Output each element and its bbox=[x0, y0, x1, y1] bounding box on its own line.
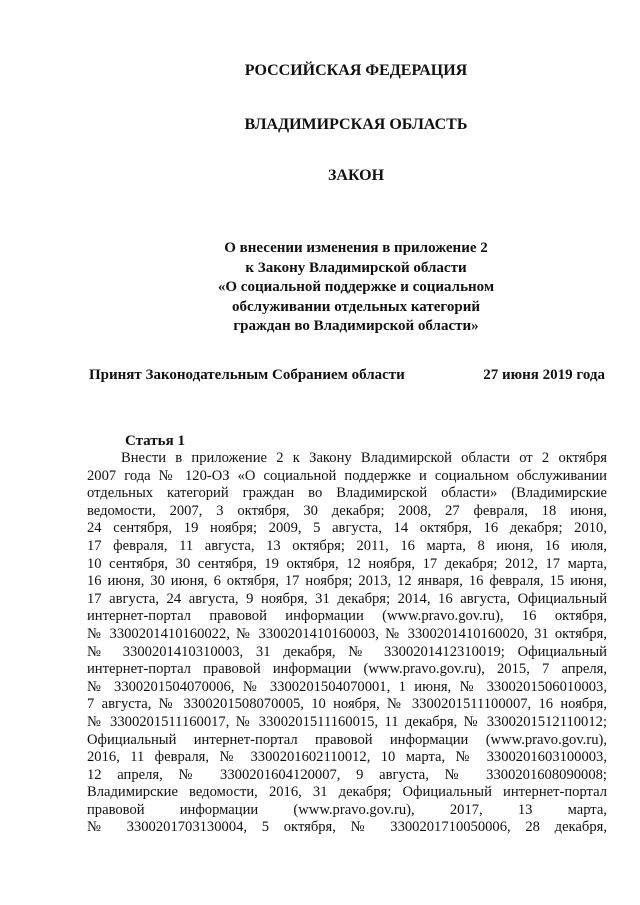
article-text-line: № 3300201504070006, № 3300201504070001, 1 июня, № 3300201506010003, bbox=[87, 678, 607, 695]
adoption-line bbox=[89, 366, 605, 384]
law-title-line: «О социальной поддержке и социальном bbox=[217, 279, 495, 295]
law-title-line: к Закону Владимирской области bbox=[245, 259, 467, 276]
article-text-line: 16 июня, 30 июня, 6 октября, 17 ноября; 2013, 12 января, 16 февраля, 15 июня, bbox=[87, 573, 607, 590]
article-text-line: 2007 года № 120-ОЗ «О социальной поддержке и социальном обслуживании bbox=[87, 467, 607, 484]
adoption-label: Принят Законодательным Собранием области bbox=[89, 367, 405, 383]
article-text-line: 10 сентября, 30 сентября, 19 октября, 12 ноября, 17 декабря; 2012, 17 марта, bbox=[87, 555, 607, 572]
law-title-line: обслуживании отдельных категорий bbox=[232, 298, 480, 315]
article-text-line: № 3300201410160022, № 3300201410160003, № 3300201410160020, 31 октября, bbox=[87, 625, 607, 642]
article-text-line: № 3300201410310003, 31 декабря, № 3300201412310019; Официальный bbox=[87, 643, 607, 660]
article-text-line: 2016, 11 февраля, № 3300201602110012, 10 марта, № 3300201603100003, bbox=[87, 749, 607, 766]
law-title-line: граждан во Владимирской области» bbox=[233, 318, 479, 334]
article-text-line: Владимирские ведомости, 2016, 31 декабря; Официальный интернет-портал bbox=[87, 784, 607, 801]
article-text-line: Официальный интернет-портал правовой информации (www.pravo.gov.ru), bbox=[87, 731, 607, 748]
article-text-line: интернет-портал правовой информации (www.pravo.gov.ru), 16 октября, bbox=[87, 608, 607, 625]
article-heading: Статья 1 bbox=[125, 433, 185, 449]
article-text-line: ведомости, 2007, 3 октября, 30 декабря; 2008, 27 февраля, 18 июня, bbox=[87, 502, 607, 519]
article-text-line: Внести в приложение 2 к Закону Владимирской области от 2 октября bbox=[121, 450, 607, 466]
region-heading: ВЛАДИМИРСКАЯ ОБЛАСТЬ bbox=[244, 116, 468, 133]
country-heading: РОССИЙСКАЯ ФЕДЕРАЦИЯ bbox=[244, 62, 468, 79]
article-text-line: 7 августа, № 3300201508070005, 10 ноября, № 3300201511100007, 16 ноября, bbox=[87, 696, 607, 713]
article-text-line: 17 августа, 24 августа, 9 ноября, 31 декабря; 2014, 16 августа, Официальный bbox=[87, 590, 607, 607]
article-text-line: 17 февраля, 11 августа, 13 октября; 2011, 16 марта, 8 июня, 16 июля, bbox=[87, 537, 607, 554]
document-type-heading: ЗАКОН bbox=[327, 167, 385, 184]
article-text-line: правовой информации (www.pravo.gov.ru), 2017, 13 марта, bbox=[87, 801, 607, 818]
law-title-line: О внесении изменения в приложение 2 bbox=[224, 240, 488, 256]
article-text-line: 12 апреля, № 3300201604120007, 9 августа, № 3300201608090008; bbox=[87, 766, 607, 783]
article-body bbox=[87, 450, 607, 837]
adoption-date: 27 июня 2019 года bbox=[483, 367, 605, 383]
law-title bbox=[36, 239, 640, 337]
article-text-line: № 3300201511160017, № 3300201511160015, 11 декабря, № 3300201512110012; bbox=[87, 713, 607, 730]
article-text-line: № 3300201703130004, 5 октября, № 3300201710050006, 28 декабря, bbox=[87, 819, 607, 836]
article-text-line: отдельных категорий граждан во Владимирской области» (Владимирские bbox=[87, 485, 607, 502]
article-text-line: интернет-портал правовой информации (www.pravo.gov.ru), 2015, 7 апреля, bbox=[87, 661, 607, 678]
article-text-line: 24 сентября, 19 ноября; 2009, 5 августа, 14 октября, 16 декабря; 2010, bbox=[87, 520, 607, 537]
